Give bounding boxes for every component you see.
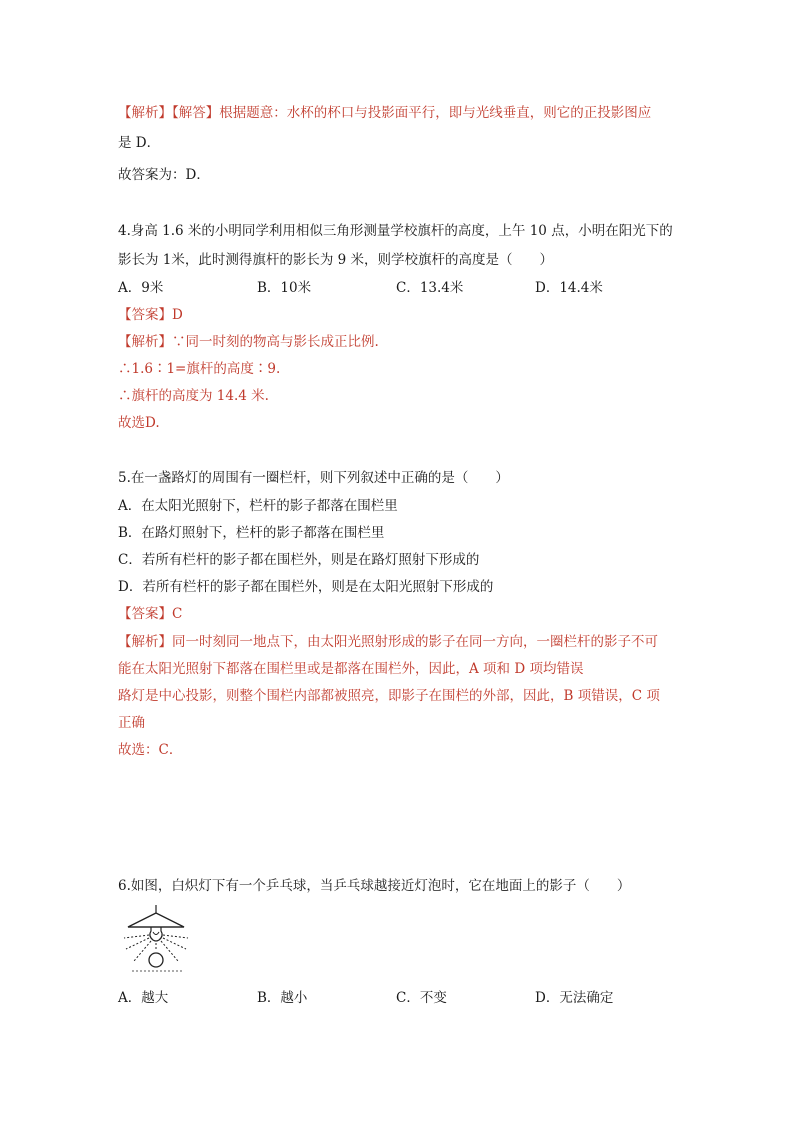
q5-stem: 5.在一盏路灯的周围有一圈栏杆，则下列叙述中正确的是（ ） xyxy=(118,470,509,486)
q5-analysis-line2: 能在太阳光照射下都落在围栏里或是都落在围栏外，因此，A 项和 D 项均错误 xyxy=(118,661,584,677)
q6-option-a: A．越大 xyxy=(118,990,169,1006)
q5-analysis-line4: 正确 xyxy=(118,715,145,731)
q5-option-c: C．若所有栏杆的影子都在围栏外，则是在路灯照射下形成的 xyxy=(118,552,480,568)
q4-option-b: B．10米 xyxy=(257,280,312,296)
q4-stem-line1: 4.身高 1.6 米的小明同学利用相似三角形测量学校旗杆的高度，上午 10 点，小明在阳光下的 xyxy=(118,223,673,239)
q6-option-c: C．不变 xyxy=(396,990,447,1006)
q6-stem: 6.如图，白炽灯下有一个乒乓球，当乒乓球越接近灯泡时，它在地面上的影子（ ） xyxy=(118,878,631,894)
q6-option-b: B．越小 xyxy=(257,990,308,1006)
q4-stem-line2: 影长为 1米，此时测得旗杆的影长为 9 米，则学校旗杆的高度是（ ） xyxy=(118,252,554,268)
q3-analysis-line2: 是 D． xyxy=(118,135,161,151)
q5-analysis-line3: 路灯是中心投影，则整个围栏内部都被照亮，即影子在围栏的外部，因此，B 项错误，C 项 xyxy=(118,688,660,704)
q4-analysis: 【解析】∵同一时刻的物高与影长成正比例. xyxy=(118,334,379,350)
q4-step1: ∴1.6∶1=旗杆的高度∶9. xyxy=(118,361,281,377)
q4-option-d: D．14.4米 xyxy=(535,280,603,296)
q4-option-a: A．9米 xyxy=(118,280,164,296)
q5-option-a: A．在太阳光照射下，栏杆的影子都落在围栏里 xyxy=(118,498,398,514)
q4-conclusion: 故选D. xyxy=(118,415,160,431)
q4-step2: ∴旗杆的高度为 14.4 米. xyxy=(118,388,269,404)
q3-analysis-line1: 【解析】【解答】根据题意：水杯的杯口与投影面平行，即与光线垂直，则它的正投影图应 xyxy=(118,105,652,121)
q5-analysis-line1: 【解析】同一时刻同一地点下，由太阳光照射形成的影子在同一方向，一圈栏杆的影子不可 xyxy=(118,634,658,650)
q5-answer: 【答案】C xyxy=(118,606,183,622)
q5-conclusion: 故选：C． xyxy=(118,742,183,758)
q5-option-b: B．在路灯照射下，栏杆的影子都落在围栏里 xyxy=(118,525,385,541)
q3-conclusion: 故答案为：D． xyxy=(118,167,210,183)
q5-option-d: D．若所有栏杆的影子都在围栏外，则是在太阳光照射下形成的 xyxy=(118,579,494,595)
q6-option-d: D．无法确定 xyxy=(535,990,614,1006)
lamp-and-ball-icon xyxy=(118,905,198,975)
q4-option-c: C．13.4米 xyxy=(396,280,464,296)
q4-answer: 【答案】D xyxy=(118,307,183,323)
